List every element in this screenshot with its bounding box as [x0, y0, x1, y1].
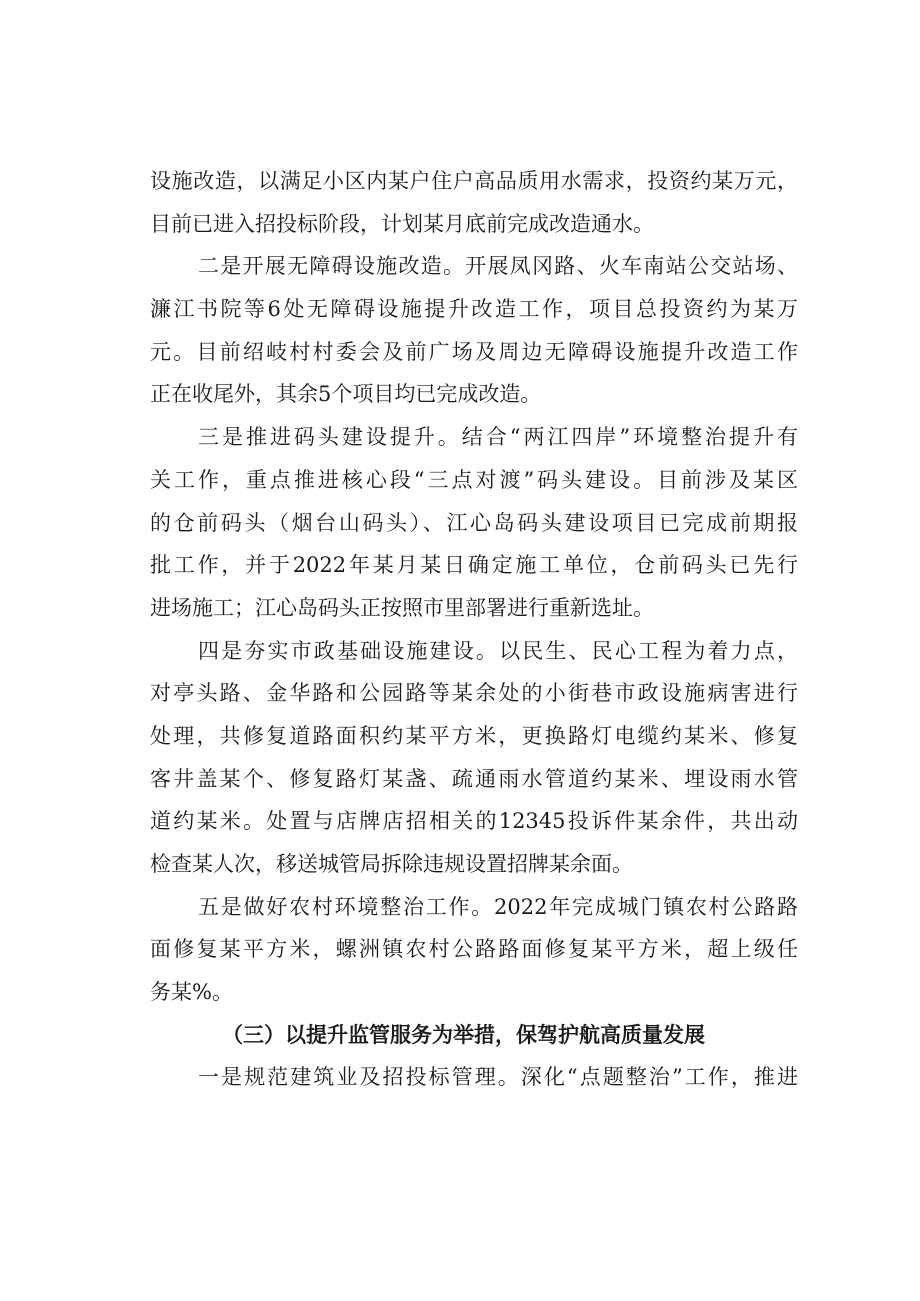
body-line: 设施改造，以满足小区内某户住户高品质用水需求，投资约某万元， [150, 169, 798, 193]
body-line: 批工作，并于2022年某月某日确定施工单位，仓前码头已先行 [150, 553, 798, 578]
document-body [150, 160, 798, 1099]
body-line: 目前已进入招投标阶段，计划某月底前完成改造通水。 [150, 211, 654, 236]
body-line: 进场施工；江心岛码头正按照市里部署进行重新选址。 [150, 595, 654, 620]
paragraph-start-line: 五是做好农村环境整治工作。2022年完成城门镇农村公路路 [198, 894, 798, 919]
body-line: 务某%。 [150, 980, 233, 1005]
body-line: 正在收尾外，其余5个项目均已完成改造。 [150, 382, 542, 407]
body-line: 的仓前码头（烟台山码头）、江心岛码头建设项目已完成前期报 [150, 510, 798, 535]
body-line: 对亭头路、金华路和公园路等某余处的小街巷市政设施病害进行 [150, 681, 798, 706]
body-line: 濂江书院等6处无障碍设施提升改造工作，项目总投资约为某万 [150, 297, 798, 322]
body-line: 关工作，重点推进核心段“三点对渡”码头建设。目前涉及某区 [150, 467, 798, 492]
paragraph-start-line: 四是夯实市政基础设施建设。以民生、民心工程为着力点， [198, 638, 798, 663]
body-line: 面修复某平方米，螺洲镇农村公路路面修复某平方米，超上级任 [150, 937, 798, 962]
paragraph-start-line: 二是开展无障碍设施改造。开展凤冈路、火车南站公交站场、 [198, 254, 798, 279]
body-line: 检查某人次，移送城管局拆除违规设置招牌某余面。 [150, 852, 633, 876]
paragraph-start-line: 一是规范建筑业及招投标管理。深化“点题整治”工作，推进 [198, 1065, 798, 1090]
body-line: 道约某米。处置与店牌店招相关的12345投诉件某余件，共出动 [150, 809, 798, 834]
section-heading: （三）以提升监管服务为举措，保驾护航高质量发展 [222, 1021, 705, 1047]
body-line: 元。目前绍岐村村委会及前广场及周边无障碍设施提升改造工作 [150, 339, 798, 364]
body-line: 客井盖某个、修复路灯某盏、疏通雨水管道约某米、埋设雨水管 [150, 766, 798, 791]
body-line: 处理，共修复道路面积约某平方米，更换路灯电缆约某米、修复 [150, 723, 798, 748]
paragraph-start-line: 三是推进码头建设提升。结合“两江四岸”环境整治提升有 [198, 425, 798, 450]
